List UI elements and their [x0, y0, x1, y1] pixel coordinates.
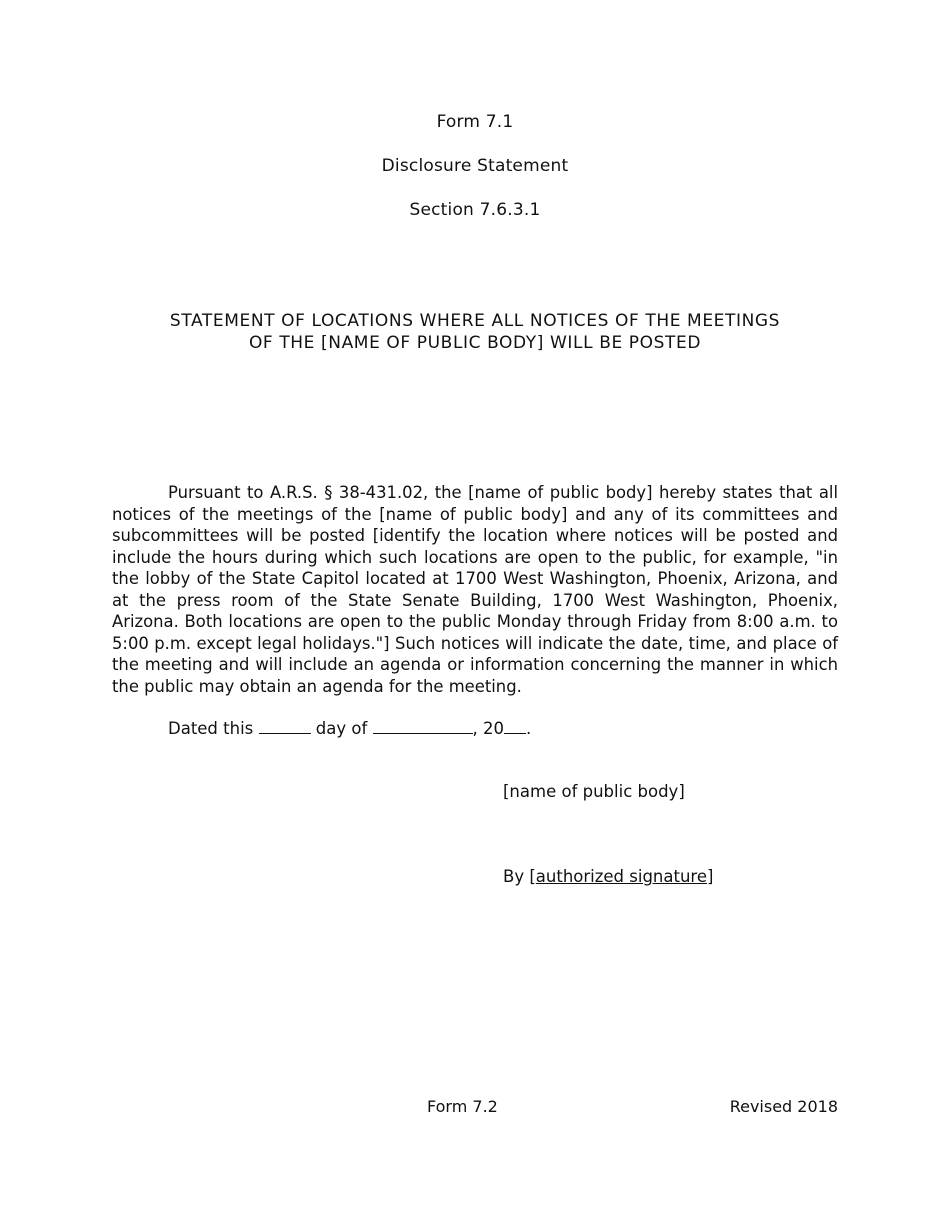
dated-suffix: .: [526, 719, 532, 738]
signature-close-bracket: ]: [707, 867, 714, 886]
month-blank[interactable]: [373, 718, 473, 734]
by-label: By: [503, 867, 525, 886]
dated-day-of: day of: [315, 719, 368, 738]
dated-line: [168, 718, 531, 738]
footer-form-number: Form 7.2: [427, 1097, 498, 1116]
day-blank[interactable]: [259, 718, 311, 734]
public-body-name: [name of public body]: [503, 782, 685, 801]
signature-line: [503, 867, 713, 886]
signature-open-bracket: [: [529, 867, 536, 886]
year-blank[interactable]: [504, 718, 526, 734]
statement-heading-line-2: OF THE [NAME OF PUBLIC BODY] WILL BE POSTED: [248, 333, 702, 353]
authorized-signature[interactable]: authorized signature: [535, 867, 707, 886]
section-number: Section 7.6.3.1: [409, 200, 541, 220]
statement-heading: [112, 310, 838, 354]
form-number: Form 7.1: [436, 112, 514, 132]
body-paragraph: Pursuant to A.R.S. § 38-431.02, the [name of public body] hereby states that all notices of the meetings of the [name of public body] and any of its committees and subcommittees will be posted [identify the location where notices will be posted and include the hours during which such locations are open to the public, for example, "in the lobby of the State Capitol located at 1700 West Washington, Phoenix, Arizona, and at the press room of the State Senate Building, 1700 West Washington, Phoenix, Arizona. Both locations are open to the public Monday through Friday from 8:00 a.m. to 5:00 p.m. except legal holidays."] Such notices will indicate the date, time, and place of the meeting and will include an agenda or information concerning the manner in which the public may obtain an agenda for the meeting.: [112, 483, 838, 696]
footer-revised: Revised 2018: [729, 1097, 838, 1116]
dated-prefix: Dated this: [168, 719, 254, 738]
document-title: Disclosure Statement: [381, 156, 569, 176]
statement-heading-line-1: STATEMENT OF LOCATIONS WHERE ALL NOTICES OF THE MEETINGS: [169, 311, 781, 331]
dated-year-prefix: , 20: [472, 719, 505, 738]
